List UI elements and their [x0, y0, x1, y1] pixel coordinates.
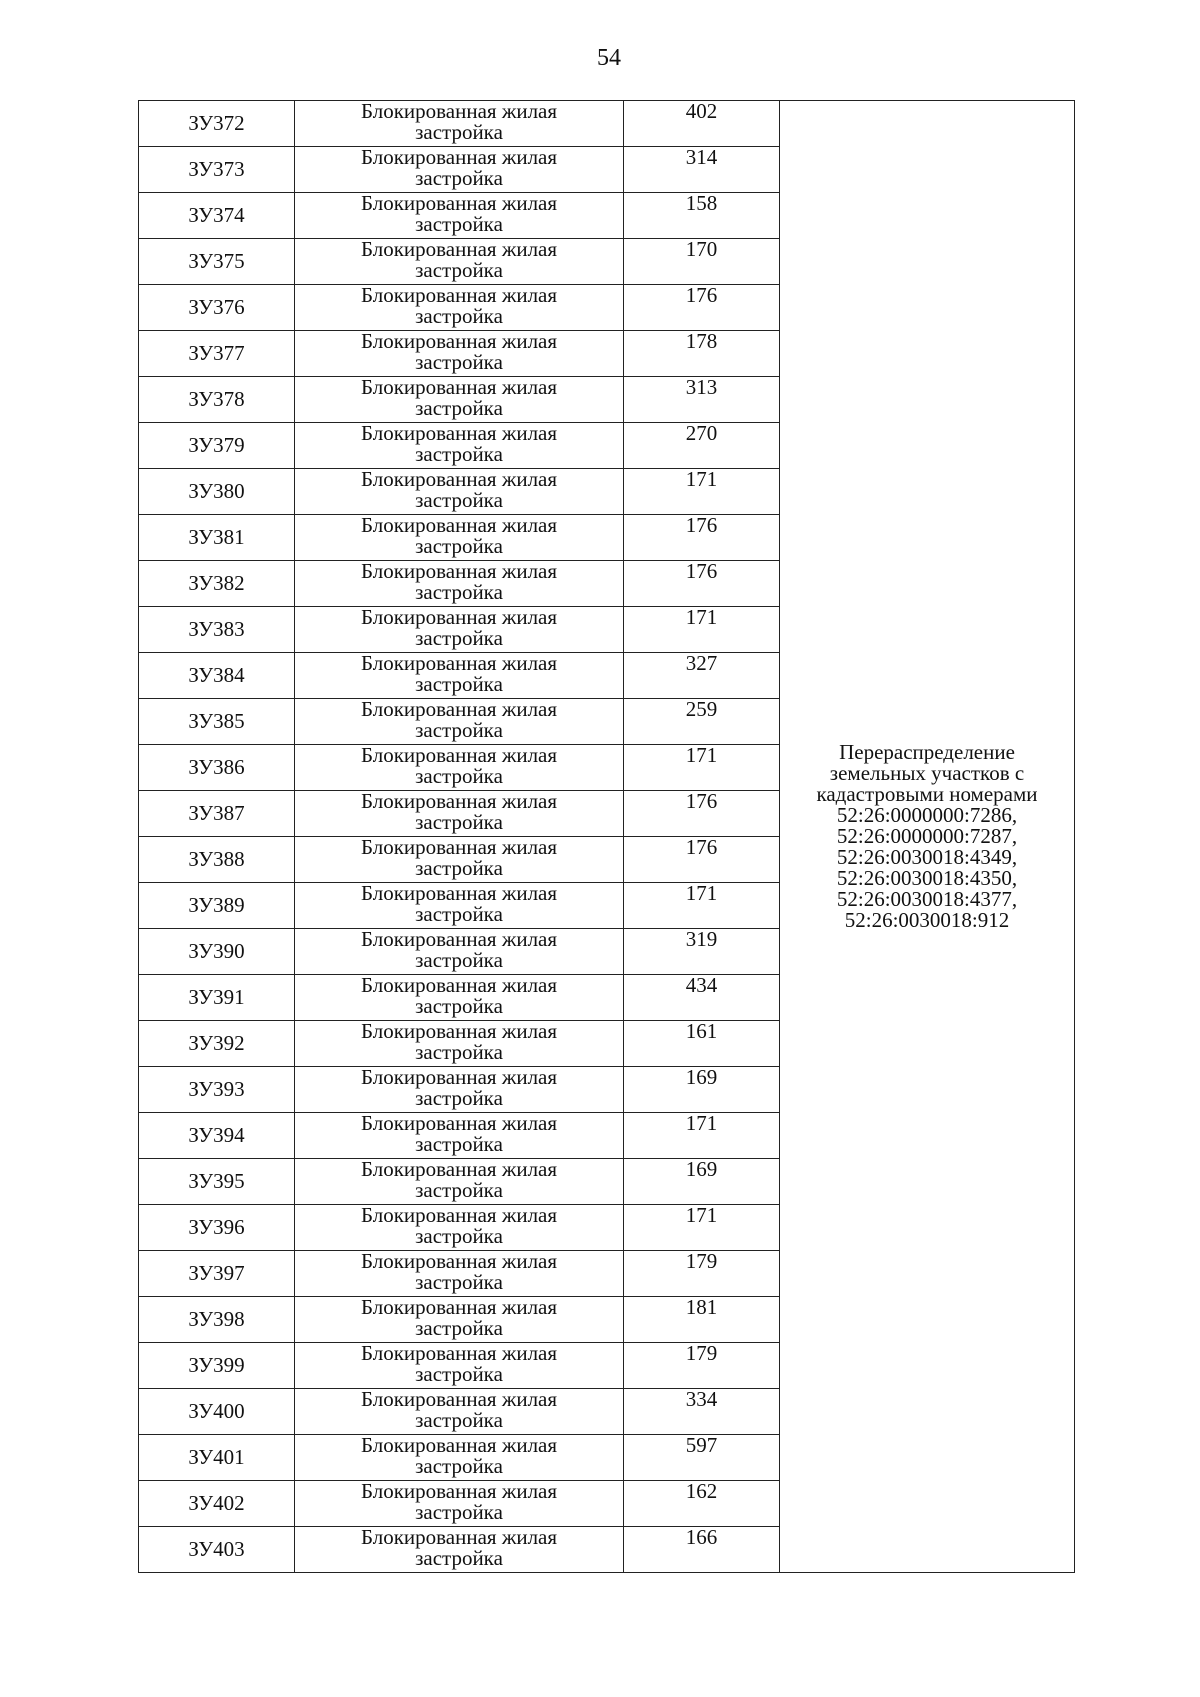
plot-area: 178: [685, 330, 718, 353]
area-cell: [624, 147, 780, 193]
land-plots-table-body: [139, 101, 1075, 1573]
area-cell: [624, 607, 780, 653]
permitted-use-cell: [295, 423, 624, 469]
permitted-use-cell: [295, 515, 624, 561]
permitted-use-line-2: застройка: [415, 626, 503, 650]
area-cell: [624, 745, 780, 791]
permitted-use-cell: [295, 1159, 624, 1205]
permitted-use-line-2: застройка: [415, 902, 503, 926]
permitted-use-cell: [295, 193, 624, 239]
permitted-use-line-1: Блокированная жилая: [360, 1388, 558, 1411]
plot-id: ЗУ400: [188, 1399, 245, 1423]
area-cell: [624, 1251, 780, 1297]
plot-id: ЗУ380: [188, 479, 245, 503]
plot-id: ЗУ389: [188, 893, 245, 917]
permitted-use-line-2: застройка: [415, 1408, 503, 1432]
plot-area: 171: [685, 468, 718, 491]
plot-area: 176: [685, 560, 718, 583]
permitted-use-line-2: застройка: [415, 1086, 503, 1110]
plot-id-cell: [139, 377, 295, 423]
permitted-use-line-1: Блокированная жилая: [360, 100, 558, 123]
plot-id-cell: [139, 1159, 295, 1205]
plot-area: 171: [685, 1112, 718, 1135]
permitted-use-line-1: Блокированная жилая: [360, 1204, 558, 1227]
permitted-use-cell: [295, 975, 624, 1021]
area-cell: [624, 285, 780, 331]
plot-area: 314: [685, 146, 718, 169]
plot-id-cell: [139, 837, 295, 883]
permitted-use-line-2: застройка: [415, 1132, 503, 1156]
plot-area: 170: [685, 238, 718, 261]
permitted-use-line-2: застройка: [415, 534, 503, 558]
permitted-use-cell: [295, 837, 624, 883]
permitted-use-line-1: Блокированная жилая: [360, 238, 558, 261]
plot-id: ЗУ376: [188, 295, 245, 319]
plot-id-cell: [139, 975, 295, 1021]
plot-area: 313: [685, 376, 718, 399]
plot-area: 319: [685, 928, 718, 951]
permitted-use-line-2: застройка: [415, 1362, 503, 1386]
plot-area: 270: [685, 422, 718, 445]
area-cell: [624, 1159, 780, 1205]
permitted-use-line-1: Блокированная жилая: [360, 928, 558, 951]
area-cell: [624, 101, 780, 147]
area-cell: [624, 469, 780, 515]
permitted-use-cell: [295, 331, 624, 377]
permitted-use-line-2: застройка: [415, 580, 503, 604]
plot-area: 169: [685, 1158, 718, 1181]
permitted-use-line-1: Блокированная жилая: [360, 1158, 558, 1181]
plot-id: ЗУ399: [188, 1353, 245, 1377]
plot-area: 597: [685, 1434, 718, 1457]
plot-id-cell: [139, 515, 295, 561]
permitted-use-line-2: застройка: [415, 1040, 503, 1064]
permitted-use-cell: [295, 1435, 624, 1481]
plot-id: ЗУ373: [188, 157, 245, 181]
permitted-use-cell: [295, 745, 624, 791]
permitted-use-cell: [295, 285, 624, 331]
plot-area: 162: [685, 1480, 718, 1503]
permitted-use-line-1: Блокированная жилая: [360, 1526, 558, 1549]
plot-area: 434: [685, 974, 718, 997]
plot-id-cell: [139, 745, 295, 791]
permitted-use-line-1: Блокированная жилая: [360, 698, 558, 721]
permitted-use-line-2: застройка: [415, 672, 503, 696]
permitted-use-line-2: застройка: [415, 442, 503, 466]
plot-area: 176: [685, 836, 718, 859]
area-cell: [624, 883, 780, 929]
area-cell: [624, 837, 780, 883]
plot-id-cell: [139, 101, 295, 147]
plot-id-cell: [139, 331, 295, 377]
area-cell: [624, 975, 780, 1021]
permitted-use-line-1: Блокированная жилая: [360, 1480, 558, 1503]
permitted-use-line-1: Блокированная жилая: [360, 836, 558, 859]
plot-id-cell: [139, 561, 295, 607]
plot-id: ЗУ377: [188, 341, 245, 365]
permitted-use-line-1: Блокированная жилая: [360, 1020, 558, 1043]
plot-id-cell: [139, 1481, 295, 1527]
permitted-use-cell: [295, 1343, 624, 1389]
permitted-use-cell: [295, 1205, 624, 1251]
permitted-use-cell: [295, 1297, 624, 1343]
permitted-use-line-1: Блокированная жилая: [360, 146, 558, 169]
permitted-use-line-1: Блокированная жилая: [360, 606, 558, 629]
permitted-use-line-1: Блокированная жилая: [360, 790, 558, 813]
plot-id: ЗУ381: [188, 525, 245, 549]
permitted-use-line-2: застройка: [415, 258, 503, 282]
permitted-use-line-1: Блокированная жилая: [360, 376, 558, 399]
permitted-use-line-2: застройка: [415, 1270, 503, 1294]
plot-area: 176: [685, 284, 718, 307]
cadastral-number: 52:26:0000000:7287,: [836, 824, 1018, 848]
plot-area: 181: [685, 1296, 718, 1319]
permitted-use-cell: [295, 239, 624, 285]
permitted-use-line-2: застройка: [415, 994, 503, 1018]
permitted-use-line-2: застройка: [415, 120, 503, 144]
plot-id: ЗУ392: [188, 1031, 245, 1055]
area-cell: [624, 929, 780, 975]
plot-id: ЗУ378: [188, 387, 245, 411]
plot-id: ЗУ390: [188, 939, 245, 963]
plot-id-cell: [139, 791, 295, 837]
plot-area: 171: [685, 1204, 718, 1227]
plot-id: ЗУ384: [188, 663, 245, 687]
plot-id-cell: [139, 1113, 295, 1159]
plot-id-cell: [139, 929, 295, 975]
plot-id-cell: [139, 423, 295, 469]
permitted-use-line-1: Блокированная жилая: [360, 652, 558, 675]
plot-id: ЗУ382: [188, 571, 245, 595]
plot-id: ЗУ391: [188, 985, 245, 1009]
permitted-use-line-1: Блокированная жилая: [360, 1434, 558, 1457]
permitted-use-cell: [295, 469, 624, 515]
area-cell: [624, 1527, 780, 1573]
permitted-use-line-1: Блокированная жилая: [360, 422, 558, 445]
area-cell: [624, 1297, 780, 1343]
plot-area: 179: [685, 1250, 718, 1273]
permitted-use-line-2: застройка: [415, 396, 503, 420]
permitted-use-line-2: застройка: [415, 948, 503, 972]
permitted-use-cell: [295, 1021, 624, 1067]
area-cell: [624, 791, 780, 837]
plot-id: ЗУ397: [188, 1261, 245, 1285]
permitted-use-line-1: Блокированная жилая: [360, 192, 558, 215]
plot-id: ЗУ403: [188, 1537, 245, 1561]
plot-id: ЗУ387: [188, 801, 245, 825]
permitted-use-cell: [295, 929, 624, 975]
cadastral-number: 52:26:0030018:4349,: [836, 845, 1018, 869]
permitted-use-cell: [295, 1067, 624, 1113]
plot-id-cell: [139, 1205, 295, 1251]
permitted-use-line-1: Блокированная жилая: [360, 1342, 558, 1365]
permitted-use-line-2: застройка: [415, 1224, 503, 1248]
plot-area: 176: [685, 790, 718, 813]
plot-id-cell: [139, 1251, 295, 1297]
plot-id-cell: [139, 1297, 295, 1343]
permitted-use-cell: [295, 883, 624, 929]
permitted-use-cell: [295, 1481, 624, 1527]
permitted-use-line-1: Блокированная жилая: [360, 744, 558, 767]
plot-area: 171: [685, 744, 718, 767]
formation-method-cell: [780, 101, 1075, 1573]
permitted-use-line-1: Блокированная жилая: [360, 330, 558, 353]
plot-id-cell: [139, 239, 295, 285]
permitted-use-cell: [295, 1251, 624, 1297]
plot-id: ЗУ398: [188, 1307, 245, 1331]
cadastral-number: 52:26:0030018:912: [844, 908, 1010, 932]
formation-method-line-1: Перераспределение: [839, 740, 1015, 764]
plot-id-cell: [139, 883, 295, 929]
area-cell: [624, 423, 780, 469]
plot-id: ЗУ386: [188, 755, 245, 779]
permitted-use-cell: [295, 1527, 624, 1573]
area-cell: [624, 377, 780, 423]
permitted-use-line-2: застройка: [415, 718, 503, 742]
area-cell: [624, 515, 780, 561]
permitted-use-line-2: застройка: [415, 166, 503, 190]
plot-id: ЗУ383: [188, 617, 245, 641]
area-cell: [624, 331, 780, 377]
permitted-use-line-1: Блокированная жилая: [360, 560, 558, 583]
plot-id-cell: [139, 1021, 295, 1067]
plot-id-cell: [139, 607, 295, 653]
page-number: 54: [597, 45, 621, 71]
plot-id-cell: [139, 653, 295, 699]
area-cell: [624, 239, 780, 285]
permitted-use-line-2: застройка: [415, 304, 503, 328]
area-cell: [624, 1343, 780, 1389]
cadastral-number: 52:26:0030018:4377,: [836, 887, 1018, 911]
permitted-use-cell: [295, 1389, 624, 1435]
plot-id-cell: [139, 1389, 295, 1435]
permitted-use-line-1: Блокированная жилая: [360, 1066, 558, 1089]
plot-area: 176: [685, 514, 718, 537]
permitted-use-cell: [295, 699, 624, 745]
permitted-use-cell: [295, 147, 624, 193]
area-cell: [624, 561, 780, 607]
permitted-use-line-1: Блокированная жилая: [360, 514, 558, 537]
permitted-use-line-1: Блокированная жилая: [360, 284, 558, 307]
plot-id: ЗУ375: [188, 249, 245, 273]
permitted-use-cell: [295, 791, 624, 837]
permitted-use-cell: [295, 607, 624, 653]
plot-area: 169: [685, 1066, 718, 1089]
cadastral-number: 52:26:0030018:4350,: [836, 866, 1018, 890]
permitted-use-line-2: застройка: [415, 488, 503, 512]
plot-id: ЗУ374: [188, 203, 245, 227]
permitted-use-line-1: Блокированная жилая: [360, 1296, 558, 1319]
area-cell: [624, 1067, 780, 1113]
permitted-use-line-2: застройка: [415, 350, 503, 374]
plot-id: ЗУ401: [188, 1445, 245, 1469]
permitted-use-line-2: застройка: [415, 1500, 503, 1524]
area-cell: [624, 699, 780, 745]
land-plots-table: [138, 100, 1075, 1573]
area-cell: [624, 1389, 780, 1435]
plot-id: ЗУ402: [188, 1491, 245, 1515]
plot-area: 171: [685, 882, 718, 905]
plot-area: 158: [685, 192, 718, 215]
permitted-use-cell: [295, 377, 624, 423]
formation-method-line-2: земельных участков с: [829, 761, 1025, 785]
permitted-use-line-1: Блокированная жилая: [360, 974, 558, 997]
cadastral-number: 52:26:0000000:7286,: [836, 803, 1018, 827]
area-cell: [624, 1021, 780, 1067]
permitted-use-line-2: застройка: [415, 212, 503, 236]
area-cell: [624, 1205, 780, 1251]
plot-area: 327: [685, 652, 718, 675]
area-cell: [624, 193, 780, 239]
plot-id-cell: [139, 1435, 295, 1481]
area-cell: [624, 1435, 780, 1481]
plot-area: 171: [685, 606, 718, 629]
permitted-use-line-1: Блокированная жилая: [360, 882, 558, 905]
plot-area: 166: [685, 1526, 718, 1549]
plot-id-cell: [139, 1067, 295, 1113]
plot-area: 402: [685, 100, 718, 123]
plot-id: ЗУ393: [188, 1077, 245, 1101]
formation-method-line-3: кадастровыми номерами: [816, 782, 1038, 806]
permitted-use-line-2: застройка: [415, 764, 503, 788]
plot-id: ЗУ385: [188, 709, 245, 733]
permitted-use-line-2: застройка: [415, 1546, 503, 1570]
plot-area: 334: [685, 1388, 718, 1411]
permitted-use-line-2: застройка: [415, 1178, 503, 1202]
plot-id: ЗУ379: [188, 433, 245, 457]
plot-id-cell: [139, 193, 295, 239]
plot-id-cell: [139, 285, 295, 331]
plot-id: ЗУ372: [188, 111, 245, 135]
plot-id-cell: [139, 147, 295, 193]
permitted-use-line-2: застройка: [415, 1316, 503, 1340]
plot-id: ЗУ395: [188, 1169, 245, 1193]
plot-area: 161: [685, 1020, 718, 1043]
plot-id-cell: [139, 1527, 295, 1573]
area-cell: [624, 1113, 780, 1159]
area-cell: [624, 1481, 780, 1527]
table-row: [139, 101, 1075, 147]
permitted-use-cell: [295, 653, 624, 699]
plot-id-cell: [139, 469, 295, 515]
permitted-use-line-2: застройка: [415, 856, 503, 880]
permitted-use-line-2: застройка: [415, 1454, 503, 1478]
area-cell: [624, 653, 780, 699]
permitted-use-line-2: застройка: [415, 810, 503, 834]
permitted-use-line-1: Блокированная жилая: [360, 468, 558, 491]
plot-area: 259: [685, 698, 718, 721]
permitted-use-cell: [295, 1113, 624, 1159]
plot-id: ЗУ388: [188, 847, 245, 871]
plot-id-cell: [139, 1343, 295, 1389]
plot-id: ЗУ394: [188, 1123, 245, 1147]
permitted-use-cell: [295, 101, 624, 147]
permitted-use-line-1: Блокированная жилая: [360, 1250, 558, 1273]
permitted-use-line-1: Блокированная жилая: [360, 1112, 558, 1135]
plot-id: ЗУ396: [188, 1215, 245, 1239]
plot-area: 179: [685, 1342, 718, 1365]
permitted-use-cell: [295, 561, 624, 607]
plot-id-cell: [139, 699, 295, 745]
